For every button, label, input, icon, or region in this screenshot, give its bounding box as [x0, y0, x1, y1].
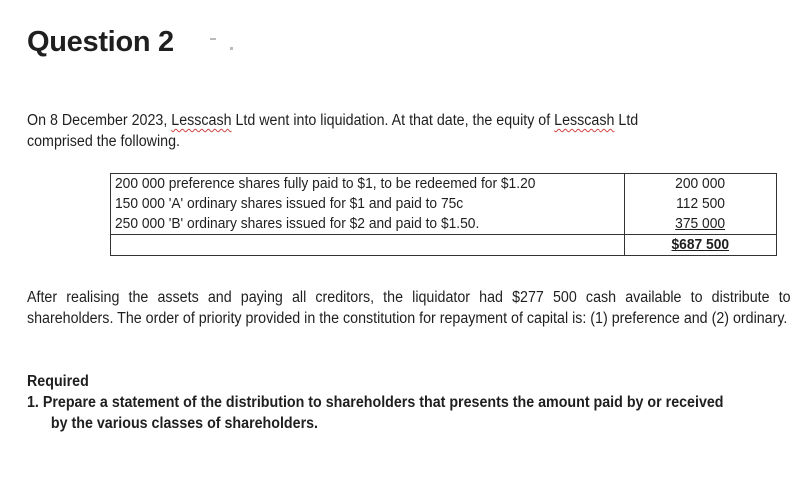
stray-dot — [230, 47, 233, 50]
table-row — [111, 194, 777, 214]
table-total-row — [111, 235, 777, 256]
company-name: Lesscash — [554, 112, 615, 129]
equity-table — [110, 173, 777, 256]
intro-paragraph: On 8 December 2023, Lesscash Ltd went into liquidation. At that date, the equity of Lesscash Ltd comprised the following. — [27, 112, 639, 150]
row-amount: 375 000 — [675, 215, 726, 232]
distribution-paragraph: After realising the assets and paying all creditors, the liquidator had $277 500 cash available to distribute to shareholders. The order of priority provided in the constitution for repayment of capital is: (1) preference and (2) ordinary. — [27, 289, 791, 327]
row-description: 200 000 preference shares fully paid to $1, to be redeemed for $1.20 — [115, 175, 536, 192]
row-amount: 200 000 — [675, 175, 726, 192]
table-row — [111, 174, 777, 195]
row-amount: 112 500 — [676, 195, 725, 212]
total-amount: $687 500 — [671, 236, 730, 253]
question-title: Question 2 — [27, 26, 174, 58]
row-description: 250 000 'B' ordinary shares issued for $2 and paid to $1.50. — [115, 215, 480, 232]
table-row — [111, 214, 777, 235]
row-description: 150 000 'A' ordinary shares issued for $1 and paid to 75c — [115, 195, 464, 212]
stray-mark — [210, 38, 216, 40]
task-item: 1. Prepare a statement of the distribution to shareholders that presents the amount paid by or received by the various classes of shareholders. — [27, 394, 724, 432]
required-heading: Required — [27, 373, 89, 390]
company-name: Lesscash — [171, 112, 232, 129]
